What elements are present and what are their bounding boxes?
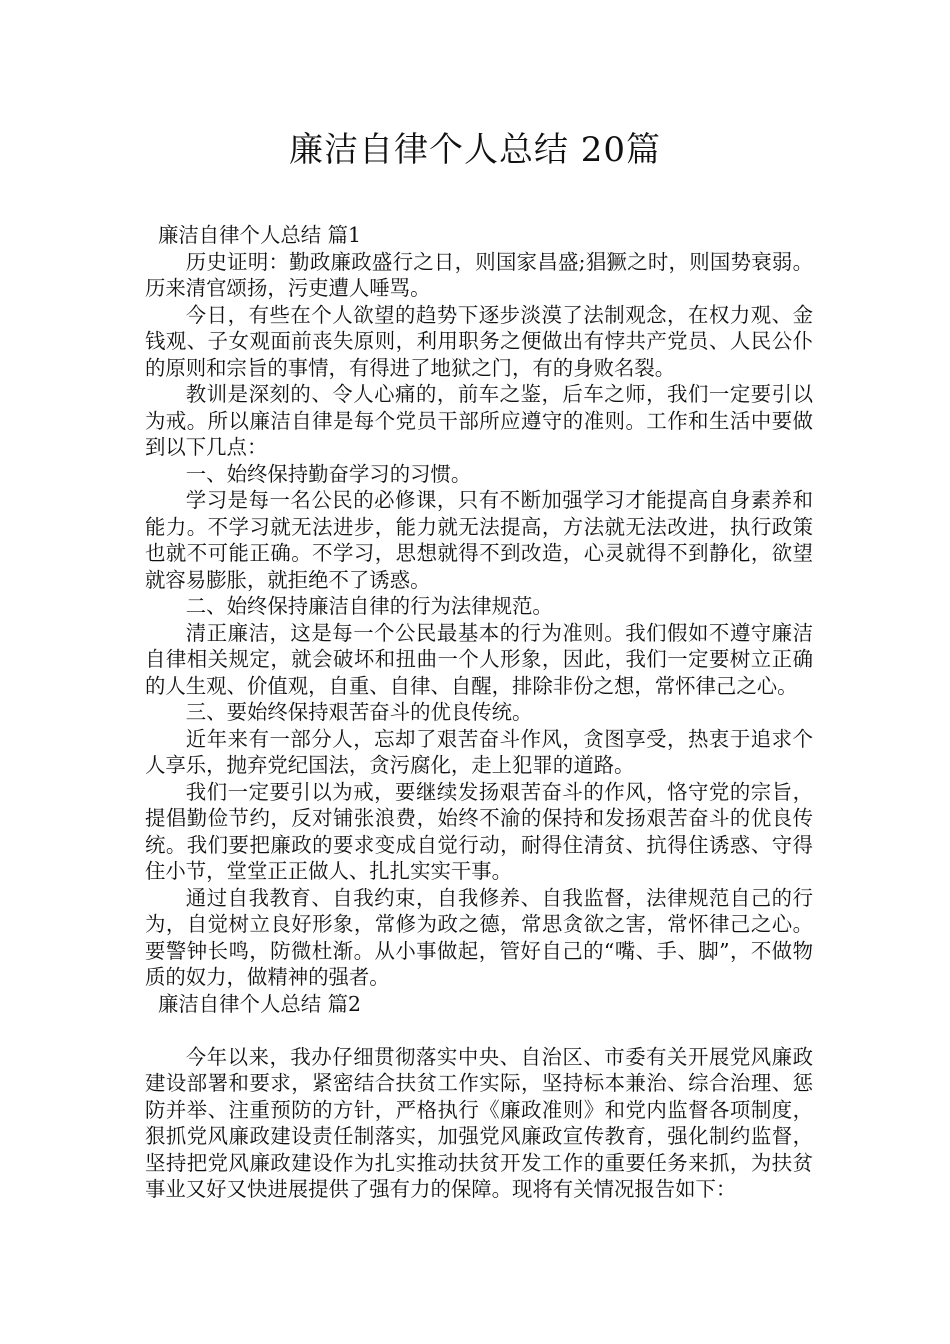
section-heading-2: 廉洁自律个人总结 篇2 (158, 991, 361, 1016)
blank-line (145, 1017, 813, 1044)
paragraph: 教训是深刻的、令人心痛的，前车之鉴，后车之师，我们一定要引以为戒。所以廉洁自律是每个党员干部所应遵守的准则。工作和生活中要做到以下几点： (145, 382, 813, 459)
subheading-point-3: 三、要始终保持艰苦奋斗的优良传统。 (185, 700, 533, 724)
paragraph: 清正廉洁，这是每一个公民最基本的行为准则。我们假如不遵守廉洁自律相关规定，就会破坏和扭曲一个人形象，因此，我们一定要树立正确的人生观、价值观，自重、自律、自醒，排除非份之想，常怀律己之心。 (145, 620, 813, 698)
paragraph: 我们一定要引以为戒，要继续发扬艰苦奋斗的作风，恪守党的宗旨，提倡勤俭节约，反对铺张浪费，始终不渝的保持和发扬艰苦奋斗的优良传统。我们要把廉政的要求变成自觉行动，耐得住清贫、抗得住诱惑、守得住小节，堂堂正正做人、扎扎实实干事。 (145, 779, 813, 883)
paragraph: 历史证明：勤政廉政盛行之日，则国家昌盛;猖獗之时，则国势衰弱。历来清官颂扬，污吏遭人唾骂。 (145, 249, 813, 300)
paragraph: 通过自我教育、自我约束，自我修养、自我监督，法律规范自己的行为，自觉树立良好形象，常修为政之德，常思贪欲之害，常怀律己之心。要警钟长鸣，防微杜渐。从小事做起，管好自己的“嘴、手、脚”，不做物质的奴力，做精神的强者。 (145, 885, 813, 989)
document-body (145, 222, 813, 1203)
paragraph: 近年来有一部分人，忘却了艰苦奋斗作风，贪图享受，热衷于追求个人享乐，抛弃党纪国法，贪污腐化，走上犯罪的道路。 (145, 726, 813, 777)
subheading-point-1: 一、始终保持勤奋学习的习惯。 (185, 461, 472, 486)
document-title: 廉洁自律个人总结 20篇 (288, 130, 662, 170)
paragraph: 学习是每一名公民的必修课，只有不断加强学习才能提高自身素养和能力。不学习就无法进步，能力就无法提高，方法就无法改进，执行政策也就不可能正确。不学习，思想就得不到改造，心灵就得不到静化，欲望就容易膨胀，就拒绝不了诱惑。 (145, 488, 813, 592)
section-heading-1: 廉洁自律个人总结 篇1 (158, 223, 361, 247)
subheading-point-2: 二、始终保持廉洁自律的行为法律规范。 (185, 594, 553, 618)
paragraph: 今年以来，我办仔细贯彻落实中央、自治区、市委有关开展党风廉政建设部署和要求，紧密结合扶贫工作实际，坚持标本兼治、综合治理、惩防并举、注重预防的方针，严格执行《廉政准则》和党内监督各项制度，狠抓党风廉政建设责任制落实，加强党风廉政宣传教育，强化制约监督，坚持把党风廉政建设作为扎实推动扶贫开发工作的重要任务来抓，为扶贫事业又好又快进展提供了强有力的保障。现将有关情况报告如下： (145, 1044, 813, 1201)
paragraph: 今日，有些在个人欲望的趋势下逐步淡漠了法制观念，在权力观、金钱观、子女观面前丧失原则，利用职务之便做出有悖共产党员、人民公仆的原则和宗旨的事情，有得进了地狱之门，有的身败名裂。 (145, 302, 813, 380)
